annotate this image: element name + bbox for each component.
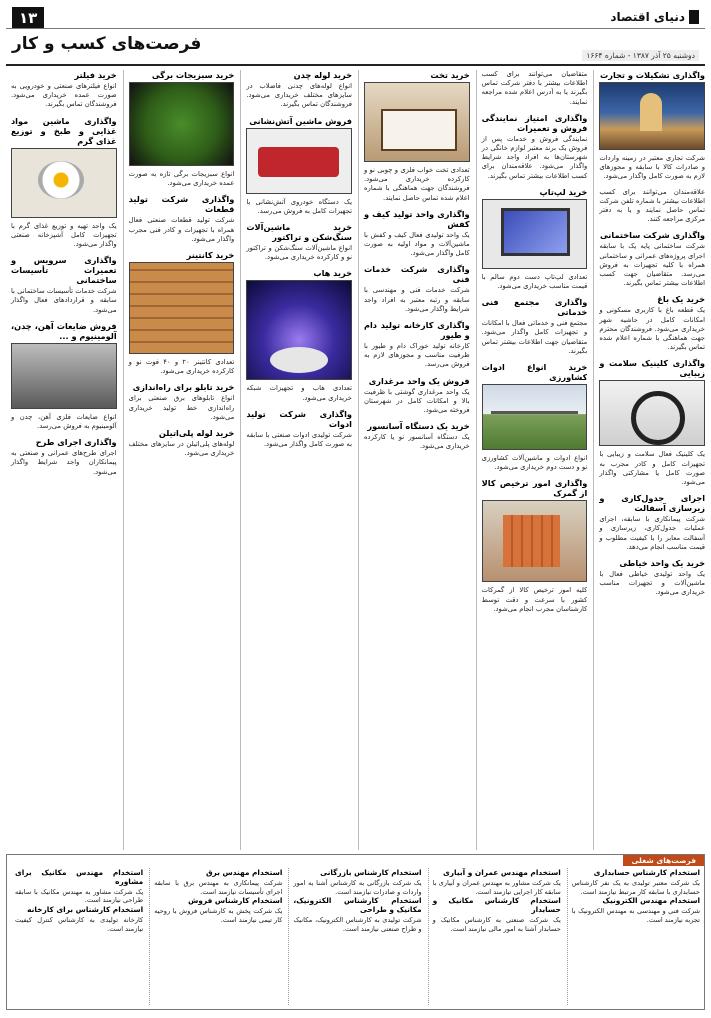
- ad-item: [364, 376, 470, 416]
- brand-name: دنیای اقتصاد: [610, 10, 685, 24]
- ad-title: خرید یک باغ: [657, 294, 705, 305]
- ad-item: [364, 70, 470, 203]
- ad-title: واگذاری واحد تولید کیف و کفش: [363, 208, 470, 229]
- ad-item: [599, 294, 705, 352]
- ad-body: یک دستگاه خودروی آتش‌نشانی با تجهیزات کامل به فروش می‌رسد.: [246, 197, 352, 215]
- ad-item: [246, 409, 352, 449]
- column-3: [358, 70, 470, 850]
- ad-item: [364, 421, 470, 451]
- column-4: [240, 70, 352, 850]
- ad-body: علاقه‌مندان می‌توانند برای کسب اطلاعات بیشتر با شماره تلفن شرکت تماس حاصل نمایند و یا به دفتر مرکزی مراجعه کنند.: [599, 187, 705, 224]
- ad-body: نمایندگی فروش و خدمات پس از فروش یک برند معتبر لوازم خانگی در شهرستان‌ها به افراد واجد شرایط واگذار می‌شود. علاقه‌مندان برای کسب اطلاعات بیشتر تماس بگیرند.: [481, 134, 588, 180]
- ad-item: [482, 478, 588, 614]
- firetruck-photo: [246, 128, 352, 194]
- brand-logo: [610, 10, 699, 24]
- ad-title: خرید لوله چدن: [293, 70, 352, 80]
- ad-title: خرید لوله پلی‌اتیلن: [158, 428, 235, 439]
- section-title: فرصت‌های کسب و کار: [12, 34, 202, 54]
- ad-body: یک قطعه باغ با کاربری مسکونی و امکانات کامل در حاشیه شهر خریداری می‌شود. فروشندگان محترم جهت هماهنگی با شماره اعلام شده تماس بگیرند.: [599, 306, 705, 352]
- ad-item: [246, 268, 352, 402]
- ad-title: خرید انواع ادوات کشاورزی: [481, 362, 588, 383]
- classified-title: استخدام کارشناس الکترونیک، مکانیک و طراحی: [293, 896, 422, 915]
- column-1: [593, 70, 705, 850]
- ad-item: [482, 362, 588, 472]
- ad-item: [599, 493, 705, 552]
- laptop-photo: [482, 199, 588, 269]
- ad-title: واگذاری شرکت ساختمانی: [600, 230, 705, 241]
- ad-body: تعدادی تخت خواب فلزی و چوبی نو و کارکرده خریداری می‌شود. فروشندگان جهت هماهنگی با شماره اعلام شده تماس حاصل نمایند.: [363, 166, 470, 202]
- ad-title: واگذاری شرکت تولید قطعات: [128, 194, 235, 215]
- ad-item: [482, 297, 588, 356]
- ad-body: شرکت تولید قطعات صنعتی فعال همراه با تجهیزات و کادر فنی مجرب واگذار می‌شود.: [128, 216, 235, 243]
- ad-title: خرید ماشین‌آلات سنگ‌شکن و تراکتور: [246, 222, 352, 243]
- bed-photo: [364, 82, 470, 162]
- classified-column-2: [428, 868, 561, 1005]
- ad-title: واگذاری مجتمع فنی خدماتی: [481, 297, 588, 318]
- page-number: ۱۳: [12, 7, 44, 29]
- ad-item: [246, 116, 352, 216]
- ad-item: [599, 188, 705, 225]
- masthead: [6, 4, 705, 66]
- ad-title: واگذاری کارخانه تولید دام و طیور: [363, 320, 470, 341]
- ad-body: یک واحد تهیه و توزیع غذای گرم با تجهیزات کامل آشپزخانه صنعتی واگذار می‌شود.: [10, 221, 117, 249]
- ad-item: [129, 382, 235, 422]
- column-2: [476, 70, 588, 850]
- ad-body: شرکت خدمات تأسیسات ساختمانی با سابقه و قراردادهای فعال واگذار می‌شود.: [10, 287, 117, 314]
- ad-title: فروش ضایعات آهن، چدن، آلومینیوم و ...: [10, 320, 117, 341]
- ad-title: واگذاری امور ترخیص کالا از گمرک: [481, 478, 588, 499]
- ad-body: یک دستگاه آسانسور نو یا کارکرده خریداری می‌شود.: [363, 433, 470, 451]
- containers-photo: [129, 262, 235, 354]
- ad-body: انواع تابلوهای برق صنعتی برای راه‌اندازی خط تولید خریداری می‌شود.: [128, 394, 235, 421]
- ad-body: انواع سبزیجات برگی تازه به صورت عمده خریداری می‌شود.: [128, 170, 235, 188]
- ad-body: یک واحد تولیدی فعال کیف و کفش با ماشین‌آلات و مواد اولیه به صورت کامل واگذار می‌شود.: [363, 230, 470, 258]
- classified-body: یک شرکت مشاور به مهندس عمران و آبیاری با سابقه کار اجرایی نیازمند است.: [432, 878, 561, 896]
- ad-body: انواع ادوات و ماشین‌آلات کشاورزی نو و دست دوم خریداری می‌شود.: [481, 454, 588, 472]
- ad-body: شرکت تجاری معتبر در زمینه واردات و صادرات کالا با سابقه و مجوزهای لازم به صورت کامل واگذار می‌شود.: [599, 154, 705, 181]
- ad-title: واگذاری سرویس و تعمیرات تأسیسات ساختمانی: [10, 255, 117, 286]
- ad-title: واگذاری ماشین مواد غذایی و طبخ و توزیع غذای گرم: [10, 115, 117, 146]
- ad-title: خرید هاب: [313, 268, 352, 279]
- issue-line: دوشنبه ۲۵ آذر ۱۳۸۷ - شماره ۱۶۶۴: [582, 50, 699, 61]
- ad-body: یک واحد تولیدی خیاطی فعال با ماشین‌آلات و تجهیزات مناسب خریداری می‌شود.: [599, 570, 705, 597]
- ad-body: انواع ضایعات فلزی آهن، چدن و آلومینیوم به فروش می‌رسد.: [10, 412, 117, 431]
- ad-body: متقاضیان می‌توانند برای کسب اطلاعات بیشتر با دفتر شرکت تماس بگیرند یا به آدرس اعلام شده مراجعه نمایند.: [481, 70, 588, 106]
- ad-item: [11, 321, 117, 431]
- classified-body: یک شرکت صنعتی به کارشناس مکانیک و حسابدار آشنا به امور مالی نیازمند است.: [432, 915, 561, 933]
- mosque-photo: [599, 82, 705, 150]
- masthead-rule: [6, 28, 705, 29]
- trucks-photo: [482, 500, 588, 582]
- classified-column-3: [288, 868, 421, 1005]
- classified-title: استخدام مهندس مکانیک برای مشاوره: [14, 868, 144, 886]
- ad-item: [129, 194, 235, 244]
- ad-body: یک کلینیک فعال سلامت و زیبایی با تجهیزات کامل و کادر مجرب به صورت کامل یا مشارکتی واگذار می‌شود.: [599, 450, 705, 487]
- ad-body: شرکت ساختمانی پایه یک با سابقه اجرای پروژه‌های عمرانی و ساختمانی همراه با کلیه تجهیزات به فروش می‌رسد. متقاضیان جهت کسب اطلاعات بیشتر تماس بگیرند.: [599, 242, 705, 288]
- classified-body: یک شرکت مشاور به مهندس مکانیک با سابقه طراحی نیازمند است.: [14, 887, 144, 905]
- ad-item: [599, 558, 705, 598]
- classified-body: یک شرکت بازرگانی به کارشناس آشنا به امور واردات و صادرات نیازمند است.: [293, 878, 422, 896]
- ad-body: شرکت تولیدی ادوات صنعتی با سابقه به صورت کامل واگذار می‌شود.: [246, 430, 352, 449]
- classified-body: شرکت فنی و مهندسی به مهندس الکترونیک با تجربه نیازمند است.: [571, 907, 700, 924]
- ad-item: [129, 250, 235, 376]
- classified-body: شرکت پیمانکاری به مهندس برق با سابقه اجرای تأسیسات نیازمند است.: [154, 878, 283, 896]
- ad-title: اجرای جدول‌کاری و زیرسازی آسفالت: [599, 493, 705, 514]
- classified-title: استخدام کارشناس بازرگانی: [320, 868, 422, 877]
- brand-logo-icon: [689, 10, 699, 24]
- ad-title: خرید یک واحد خیاطی: [619, 558, 705, 569]
- ad-body: یک واحد مرغداری گوشتی با ظرفیت بالا و امکانات کامل در شهرستان فروخته می‌شود.: [363, 387, 470, 415]
- classifieds-columns: [11, 868, 700, 1005]
- ad-item: [11, 437, 117, 477]
- classified-body: یک شرکت پخش به کارشناس فروش با روحیه کار تیمی نیازمند است.: [154, 907, 283, 924]
- classified-column-1: [567, 868, 700, 1005]
- classified-title: استخدام کارشناس برای کارخانه: [27, 905, 144, 915]
- salad-photo: [129, 82, 235, 166]
- ad-body: کلیه امور ترخیص کالا از گمرکات کشور با سرعت و دقت توسط کارشناسان مجرب انجام می‌شود.: [481, 586, 588, 613]
- ad-item: [599, 230, 705, 288]
- classifieds-box: [6, 854, 705, 1010]
- article-columns: [6, 70, 705, 850]
- ad-title: فروش ماشین آتش‌نشانی: [249, 115, 352, 126]
- ad-title: خرید یک دستگاه آسانسور: [367, 421, 470, 432]
- classified-body: کارخانه تولیدی به کارشناس کنترل کیفیت نیازمند است.: [14, 915, 144, 933]
- wheel-photo: [599, 380, 705, 446]
- ad-title: خرید تخت: [430, 70, 470, 80]
- ad-title: واگذاری امتیاز نمایندگی فروش و تعمیرات: [481, 112, 588, 133]
- ad-body: اجرای طرح‌های عمرانی و صنعتی به پیمانکاران واجد شرایط واگذار می‌شود.: [10, 449, 117, 476]
- ad-item: [364, 264, 470, 314]
- ad-item: [482, 70, 588, 107]
- ad-item: [364, 320, 470, 370]
- ad-item: [482, 113, 588, 181]
- ad-item: [11, 70, 117, 110]
- classified-body: شرکت تولیدی به کارشناس الکترونیک، مکانیک و طراح صنعتی نیازمند است.: [293, 915, 422, 933]
- ad-title: خرید تابلو برای راه‌اندازی: [132, 382, 235, 393]
- ad-item: [599, 358, 705, 487]
- ad-body: شرکت پیمانکاری با سابقه، اجرای عملیات جدول‌کاری، زیرسازی و آسفالت معابر را با کیفیت مطلوب و قیمت مناسب انجام می‌دهد.: [599, 515, 705, 551]
- classified-title: استخدام مهندس برق: [205, 868, 283, 877]
- ad-title: خرید فیلتر: [74, 70, 117, 80]
- ad-item: [246, 222, 352, 262]
- hub-photo: [246, 280, 352, 380]
- ad-body: انواع لوله‌های چدنی فاضلاب در سایزهای مختلف خریداری می‌شود. فروشندگان تماس بگیرند.: [246, 82, 352, 109]
- concrete-photo: [11, 343, 117, 409]
- ad-title: واگذاری تشکیلات و تجارت: [600, 70, 705, 80]
- ad-title: واگذاری اجرای طرح: [35, 437, 117, 448]
- ad-body: تعدادی لپ‌تاپ دست دوم سالم با قیمت مناسب خریداری می‌شود.: [481, 272, 588, 291]
- ad-item: [129, 428, 235, 458]
- ad-body: کارخانه تولید خوراک دام و طیور با ظرفیت مناسب و مجوزهای لازم به فروش می‌رسد.: [363, 342, 470, 369]
- ad-item: [482, 187, 588, 291]
- ad-body: انواع فیلترهای صنعتی و خودرویی به صورت عمده خریداری می‌شود. فروشندگان تماس بگیرند.: [10, 82, 117, 109]
- ad-body: شرکت خدمات فنی و مهندسی با سابقه و رتبه معتبر به افراد واجد شرایط واگذار می‌شود.: [363, 286, 470, 313]
- classifieds-header: فرصت‌های شغلی: [623, 855, 704, 866]
- field-photo: [482, 384, 588, 450]
- classified-column-5: [11, 868, 143, 1005]
- ad-body: تعدادی هاب و تجهیزات شبکه خریداری می‌شود.: [246, 384, 352, 402]
- ad-item: [129, 70, 235, 188]
- classified-title: استخدام کارشناس حسابداری: [593, 868, 700, 877]
- ad-body: انواع ماشین‌آلات سنگ‌شکن و تراکتور نو و کارکرده خریداری می‌شود.: [246, 244, 352, 262]
- ad-item: [11, 255, 117, 315]
- classified-body: یک شرکت معتبر تولیدی به یک نفر کارشناس حسابداری با سابقه کار مرتبط نیازمند است.: [571, 878, 700, 896]
- ad-item: [11, 116, 117, 250]
- ad-title: واگذاری شرکت خدمات فنی: [363, 264, 470, 285]
- classified-title: استخدام مهندس عمران و آبیاری: [443, 868, 561, 877]
- ad-item: [364, 209, 470, 259]
- ad-body: تعدادی کانتینر ۲۰ و ۴۰ فوت نو و کارکرده خریداری می‌شود.: [128, 358, 235, 376]
- ad-title: خرید لپ‌تاپ: [539, 186, 588, 197]
- ad-item: [599, 70, 705, 182]
- ad-title: خرید کانتینر: [186, 250, 235, 261]
- ad-title: فروش یک واحد مرغداری: [368, 375, 470, 386]
- ad-body: مجتمع فنی و خدماتی فعال با امکانات و تجهیزات کامل واگذار می‌شود. متقاضیان جهت اطلاعات بیشتر تماس بگیرند.: [481, 319, 588, 355]
- classified-title: استخدام مهندس الکترونیک: [602, 896, 700, 906]
- ad-title: واگذاری کلینیک سلامت و زیبایی: [599, 358, 705, 379]
- classified-column-4: [149, 868, 282, 1005]
- classified-title: استخدام کارشناس مکانیک و حسابدار: [432, 896, 561, 915]
- classified-title: استخدام کارشناس فروش: [188, 896, 283, 906]
- column-5: [123, 70, 235, 850]
- ad-title: واگذاری شرکت تولید ادوات: [246, 408, 352, 429]
- eggs-photo: [11, 148, 117, 218]
- column-6: [6, 70, 117, 850]
- ad-title: خرید سبزیجات برگی: [151, 70, 235, 80]
- ad-body: لوله‌های پلی‌اتیلن در سایزهای مختلف خریداری می‌شود.: [128, 440, 235, 458]
- ad-item: [246, 70, 352, 110]
